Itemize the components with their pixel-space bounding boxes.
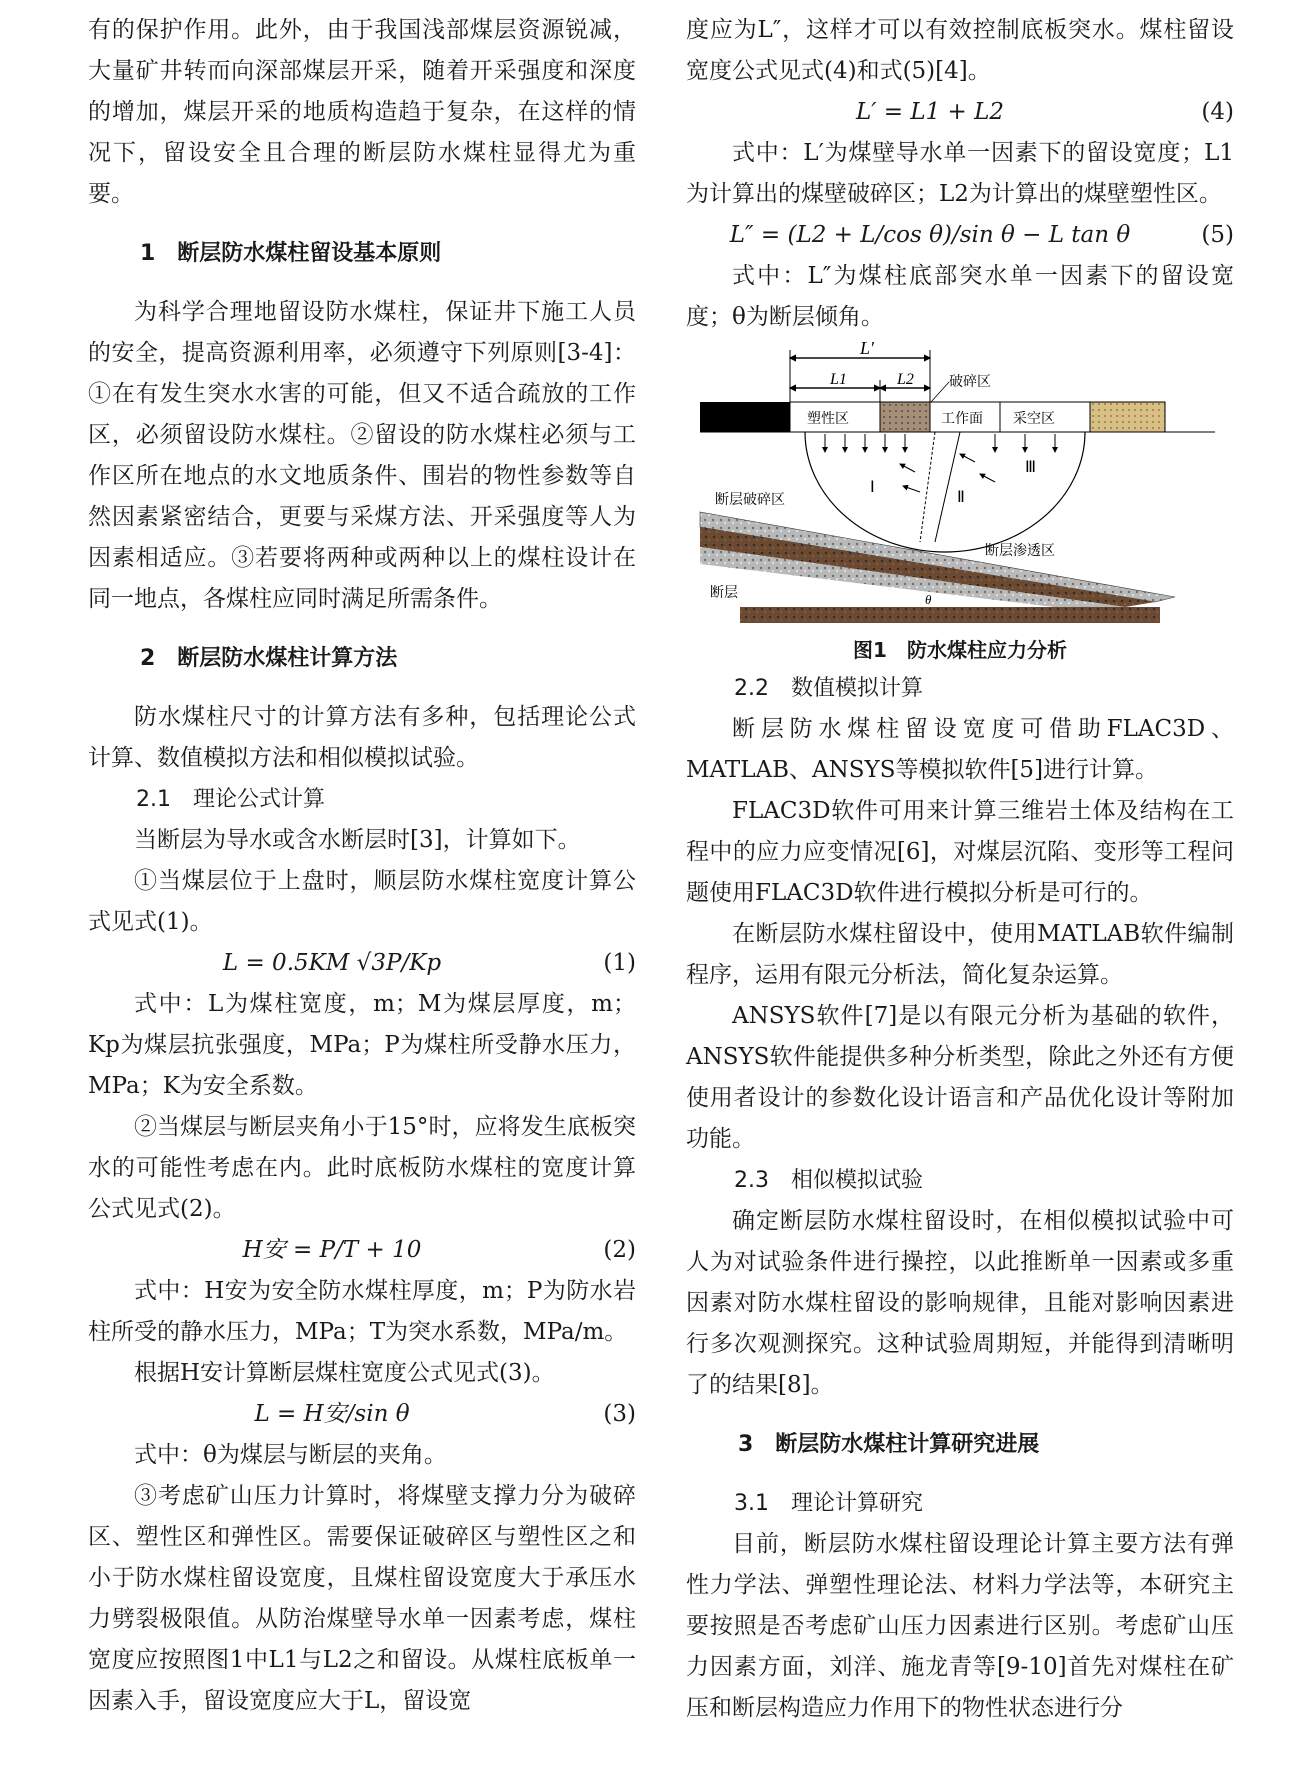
label-L1: L1 [830, 371, 847, 388]
paragraph: ANSYS软件[7]是以有限元分析为基础的软件，ANSYS软件能提供多种分析类型，除此之外还有方便使用者设计的参数化设计语言和产品优化设计等附加功能。 [686, 1003, 1234, 1152]
zone-III: Ⅲ [1025, 459, 1037, 476]
formula-text: L′ = L1 + L2 [855, 99, 1005, 125]
formula-text: L = H安/sin θ [254, 1401, 410, 1427]
figure-caption: 图1 防水煤柱应力分析 [853, 638, 1067, 662]
formula-text: H安 = P/T + 10 [242, 1237, 422, 1263]
zone-II: Ⅱ [957, 489, 965, 506]
formula-number: (3) [603, 1401, 636, 1427]
paragraph: ②当煤层与断层夹角小于15°时，应将发生底板突水的可能性考虑在内。此时底板防水煤柱的宽度计算公式见式(2)。 [88, 1114, 636, 1222]
paragraph: 根据H安计算断层煤柱宽度公式见式(3)。 [134, 1360, 555, 1386]
label-fault-seepage-zone: 断层渗透区 [985, 542, 1055, 558]
paragraph: 确定断层防水煤柱留设时，在相似模拟试验中可人为对试验条件进行操控，以此推断单一因素或多重因素对防水煤柱留设的影响规律，且能对影响因素进行多次观测探究。这种试验周期短，并能得到清晰明了的结果[8]。 [686, 1208, 1234, 1398]
formula-number: (4) [1201, 99, 1234, 125]
label-fault-crushed-zone: 断层破碎区 [715, 491, 785, 507]
paragraph: 式中：L为煤柱宽度，m；M为煤层厚度，m；Kp为煤层抗张强度，MPa；P为煤柱所受静水压力，MPa；K为安全系数。 [88, 991, 636, 1099]
formula-2 [88, 1230, 636, 1271]
formula-number: (1) [603, 950, 636, 976]
subsection-heading: 3.1 理论计算研究 [734, 1491, 923, 1516]
paragraph: 在断层防水煤柱留设中，使用MATLAB软件编制程序，运用有限元分析法，简化复杂运算。 [686, 921, 1234, 988]
zone-I: Ⅰ [870, 479, 875, 496]
formula-text: L″ = (L2 + L/cos θ)/sin θ − L tan θ [729, 222, 1131, 248]
paragraph: ③考虑矿山压力计算时，将煤壁支撑力分为破碎区、塑性区和弹性区。需要保证破碎区与塑性区之和小于防水煤柱留设宽度，且煤柱留设宽度大于承压水力劈裂极限值。从防治煤壁导水单一因素考虑，煤柱宽度应按照图1中L1与L2之和留设。从煤柱底板单一因素入手，留设宽度应大于L，留设宽 [88, 1483, 636, 1714]
formula-text: L = 0.5KM √3P/Kp [222, 950, 442, 976]
goaf-fill [1090, 402, 1165, 432]
label-crushed-zone: 破碎区 [949, 373, 991, 389]
formula-1 [88, 943, 636, 984]
label-L2: L2 [897, 371, 914, 388]
subsection-heading: 2.3 相似模拟试验 [734, 1168, 923, 1193]
formula-4 [686, 92, 1234, 133]
base-layer [740, 607, 1160, 623]
paragraph: FLAC3D软件可用来计算三维岩土体及结构在工程中的应力应变情况[6]，对煤层沉陷、变形等工程问题使用FLAC3D软件进行模拟分析是可行的。 [686, 798, 1234, 906]
label-goaf: 采空区 [1013, 410, 1055, 426]
paragraph: 式中：L″为煤柱底部突水单一因素下的留设宽度；θ为断层倾角。 [686, 263, 1234, 330]
subsection-heading: 2.1 理论公式计算 [136, 787, 325, 812]
paragraph: 当断层为导水或含水断层时[3]，计算如下。 [134, 827, 581, 853]
section-heading: 2 断层防水煤柱计算方法 [140, 646, 398, 671]
figure-1 [686, 342, 1234, 668]
crushed-zone [880, 402, 930, 432]
label-plastic-zone: 塑性区 [807, 410, 849, 426]
section-heading: 1 断层防水煤柱留设基本原则 [140, 241, 442, 266]
paragraph: 式中：L′为煤壁导水单一因素下的留设宽度；L1为计算出的煤壁破碎区；L2为计算出的煤壁塑性区。 [686, 140, 1234, 207]
stress-arc [805, 432, 1085, 552]
paragraph: 目前，断层防水煤柱留设理论计算主要方法有弹性力学法、弹塑性理论法、材料力学法等，本研究主要按照是否考虑矿山压力因素进行区别。考虑矿山压力因素方面，刘洋、施龙青等[9-10]首先对煤柱在矿压和断层构造应力作用下的物性状态进行分 [686, 1531, 1234, 1721]
section-heading: 3 断层防水煤柱计算研究进展 [738, 1432, 1040, 1457]
label-Lprime: L′ [860, 342, 874, 358]
paragraph: 式中：H安为安全防水煤柱厚度，m；P为防水岩柱所受的静水压力，MPa；T为突水系数，MPa/m。 [88, 1278, 636, 1345]
paragraph: 有的保护作用。此外，由于我国浅部煤层资源锐减，大量矿井转而向深部煤层开采，随着开采强度和深度的增加，煤层开采的地质构造趋于复杂，在这样的情况下，留设安全且合理的断层防水煤柱显得尤为重要。 [88, 17, 636, 207]
subsection-heading: 2.2 数值模拟计算 [734, 676, 923, 701]
formula-number: (5) [1201, 222, 1234, 248]
paragraph: 式中：θ为煤层与断层的夹角。 [134, 1442, 447, 1468]
label-working-face: 工作面 [941, 410, 983, 426]
left-column [88, 10, 636, 1722]
zone-boundary [920, 432, 935, 542]
right-column [686, 10, 1234, 1729]
paragraph: 度应为L″，这样才可以有效控制底板突水。煤柱留设宽度公式见式(4)和式(5)[4]。 [686, 17, 1234, 84]
paragraph: 防水煤柱尺寸的计算方法有多种，包括理论公式计算、数值模拟方法和相似模拟试验。 [88, 704, 636, 771]
formula-3 [88, 1394, 636, 1435]
paragraph: ①当煤层位于上盘时，顺层防水煤柱宽度计算公式见式(1)。 [88, 868, 636, 935]
label-theta: θ [925, 592, 932, 607]
paragraph: 为科学合理地留设防水煤柱，保证井下施工人员的安全，提高资源利用率，必须遵守下列原则[3-4]：①在有发生突水水害的可能，但又不适合疏放的工作区，必须留设防水煤柱。②留设的防水煤柱必须与工作区所在地点的水文地质条件、围岩的物性参数等自然因素紧密结合，更要与采煤方法、开采强度等人为因素相适应。③若要将两种或两种以上的煤柱设计在同一地点，各煤柱应同时满足所需条件。 [88, 299, 636, 612]
coal-seam-block [700, 402, 790, 432]
formula-5 [686, 215, 1234, 256]
formula-number: (2) [603, 1237, 636, 1263]
stress-arrows [825, 434, 1055, 492]
label-fault: 断层 [710, 584, 738, 600]
zone-boundary [935, 432, 960, 542]
leader-line [931, 382, 949, 402]
stress-analysis-diagram [695, 342, 1225, 632]
paragraph: 断层防水煤柱留设宽度可借助FLAC3D、MATLAB、ANSYS等模拟软件[5]进行计算。 [686, 716, 1234, 783]
